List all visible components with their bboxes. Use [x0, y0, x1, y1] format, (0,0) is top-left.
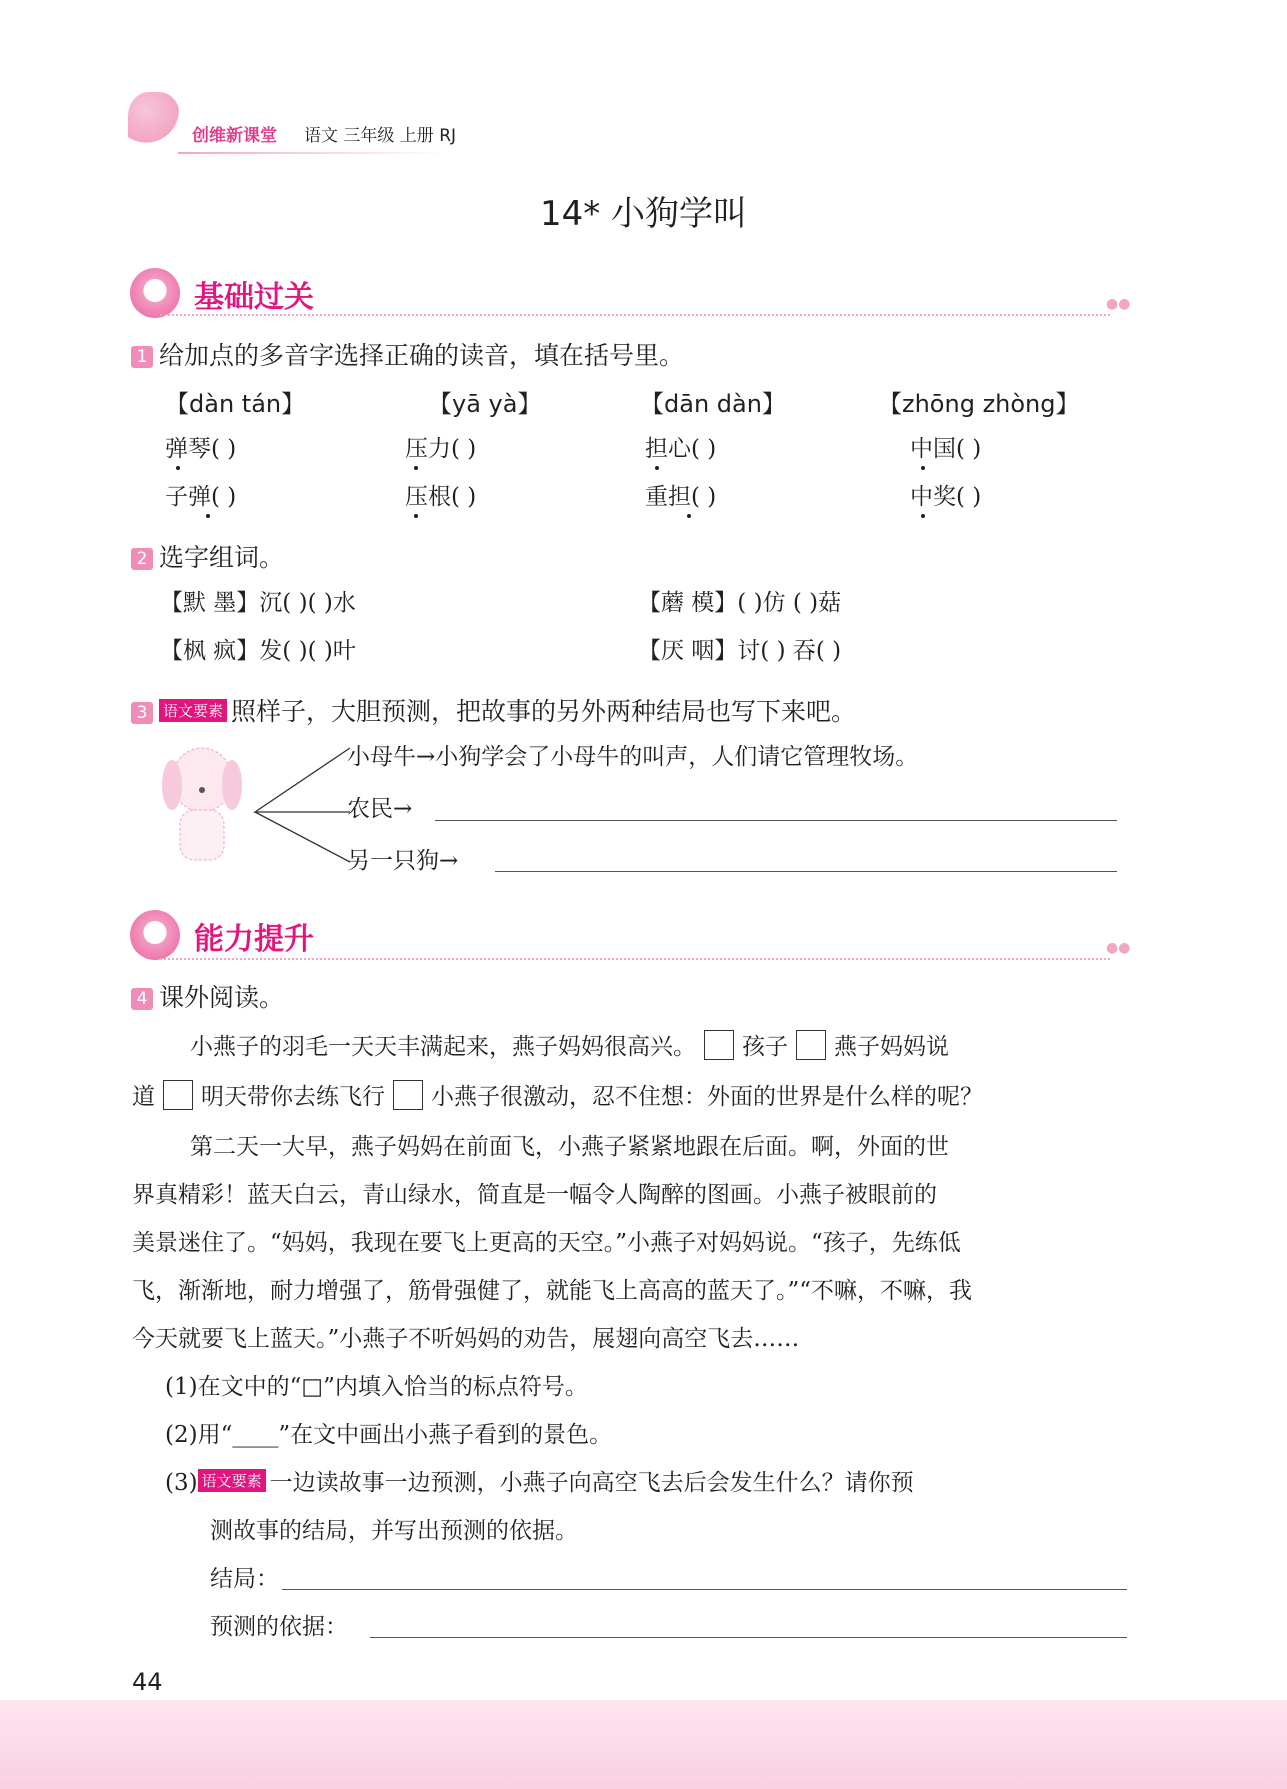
question-text: 课外阅读。 [159, 983, 285, 1012]
punctuation-box[interactable] [163, 1080, 193, 1110]
section-title-advanced: 能力提升 [194, 922, 314, 957]
language-element-tag: 语文要素 [159, 699, 227, 722]
word-blank[interactable]: 中奖( ) [910, 484, 982, 510]
emphasis-dot [921, 514, 925, 518]
passage-text: 孩子 [742, 1034, 788, 1060]
other-dog-ending-input[interactable] [495, 871, 1117, 872]
passage-line: 美景迷住了。“妈妈，我现在要飞上更高的天空。”小燕子对妈妈说。“孩子，先练低 [132, 1230, 961, 1256]
word-choice-row[interactable]: 【厌 咽】讨( ) 吞( ) [638, 638, 842, 664]
language-element-tag: 语文要素 [198, 1469, 266, 1492]
question-number: 3 [131, 702, 153, 724]
puppy-illustration [150, 730, 350, 870]
word-blank[interactable]: 担心( ) [645, 436, 717, 462]
pinyin-options: 【yā yà】 [428, 390, 542, 418]
question-1-prompt [131, 336, 684, 372]
farmer-ending-label: 农民→ [347, 796, 413, 822]
question-text: 照样子，大胆预测，把故事的另外两种结局也写下来吧。 [231, 697, 857, 726]
pinyin-options: 【dàn tán】 [165, 390, 306, 418]
word-blank[interactable]: 压力( ) [405, 436, 477, 462]
word-choice-row[interactable]: 【默 墨】沉( )( )水 [160, 590, 356, 616]
word-choice-row[interactable]: 【蘑 模】( )仿 ( )菇 [638, 590, 842, 616]
question-number: 1 [131, 346, 153, 368]
passage-line: 第二天一大早，燕子妈妈在前面飞，小燕子紧紧地跟在后面。啊，外面的世 [190, 1134, 949, 1160]
decor-dots-icon: ●● [1106, 296, 1131, 312]
sub-question-1: (1)在文中的“□”内填入恰当的标点符号。 [165, 1374, 588, 1400]
example-ending: 小母牛→小狗学会了小母牛的叫声，人们请它管理牧场。 [347, 744, 919, 770]
passage-line: 今天就要飞上蓝天。”小燕子不听妈妈的劝告，展翅向高空飞去…… [132, 1326, 800, 1352]
header-children-illustration [128, 92, 180, 152]
page-number: 44 [132, 1668, 163, 1696]
basis-input[interactable] [370, 1637, 1127, 1638]
question-number: 4 [131, 988, 153, 1010]
passage-text: 道 [132, 1084, 155, 1110]
book-info: 语文 三年级 上册 RJ [304, 126, 457, 146]
sub-question-number: (3) [165, 1470, 198, 1496]
word-blank[interactable]: 中国( ) [910, 436, 982, 462]
emphasis-dot [921, 466, 925, 470]
header-divider [178, 152, 448, 154]
punctuation-box[interactable] [796, 1030, 826, 1060]
sub-question-2: (2)用“____”在文中画出小燕子看到的景色。 [165, 1422, 613, 1448]
punctuation-box[interactable] [393, 1080, 423, 1110]
section-title-basic: 基础过关 [194, 280, 314, 315]
basis-label: 预测的依据： [210, 1614, 348, 1640]
ending-input[interactable] [282, 1589, 1127, 1590]
section-divider [160, 314, 1110, 316]
passage-text: 小燕子很激动，忍不住想：外面的世界是什么样的呢？ [431, 1084, 983, 1110]
question-number: 2 [131, 548, 153, 570]
word-choice-row[interactable]: 【枫 疯】发( )( )叶 [160, 638, 356, 664]
emphasis-dot [414, 514, 418, 518]
decor-dots-icon: ●● [1106, 940, 1131, 956]
section-divider [160, 958, 1110, 960]
word-blank[interactable]: 压根( ) [405, 484, 477, 510]
passage-line [190, 1028, 949, 1061]
other-dog-ending-label: 另一只狗→ [347, 848, 459, 874]
word-blank[interactable]: 子弹( ) [165, 484, 237, 510]
passage-text: 明天带你去练飞行 [201, 1084, 385, 1110]
pinyin-options: 【zhōng zhòng】 [878, 390, 1080, 418]
farmer-ending-input[interactable] [435, 820, 1117, 821]
emphasis-dot [176, 466, 180, 470]
brand-name: 创维新课堂 [192, 126, 277, 146]
question-2-prompt [131, 538, 284, 574]
sub-question-3 [165, 1464, 914, 1497]
question-text: 给加点的多音字选择正确的读音，填在括号里。 [159, 341, 685, 370]
word-blank[interactable]: 弹琴( ) [165, 436, 237, 462]
punctuation-box[interactable] [704, 1030, 734, 1060]
passage-line [132, 1078, 983, 1111]
passage-text: 小燕子的羽毛一天天丰满起来，燕子妈妈很高兴。 [190, 1034, 696, 1060]
section-badge-icon [130, 910, 180, 960]
sub-question-text: 一边读故事一边预测，小燕子向高空飞去后会发生什么？请你预 [269, 1470, 914, 1496]
ending-label: 结局： [210, 1566, 279, 1592]
question-4-prompt [131, 978, 284, 1014]
page-title: 14* 小狗学叫 [539, 194, 748, 234]
sub-question-text: 测故事的结局，并写出预测的依据。 [210, 1518, 578, 1544]
emphasis-dot [206, 514, 210, 518]
passage-text: 燕子妈妈说 [834, 1034, 949, 1060]
section-badge-icon [130, 268, 180, 318]
emphasis-dot [414, 466, 418, 470]
emphasis-dot [655, 466, 659, 470]
question-3-prompt [131, 692, 856, 728]
emphasis-dot [687, 514, 691, 518]
passage-line: 界真精彩！蓝天白云，青山绿水，简直是一幅令人陶醉的图画。小燕子被眼前的 [132, 1182, 937, 1208]
footer-band [0, 1700, 1287, 1789]
word-blank[interactable]: 重担( ) [645, 484, 717, 510]
question-text: 选字组词。 [159, 543, 285, 572]
pinyin-options: 【dān dàn】 [640, 390, 786, 418]
passage-line: 飞，渐渐地，耐力增强了，筋骨强健了，就能飞上高高的蓝天了。”“不嘛，不嘛，我 [132, 1278, 973, 1304]
